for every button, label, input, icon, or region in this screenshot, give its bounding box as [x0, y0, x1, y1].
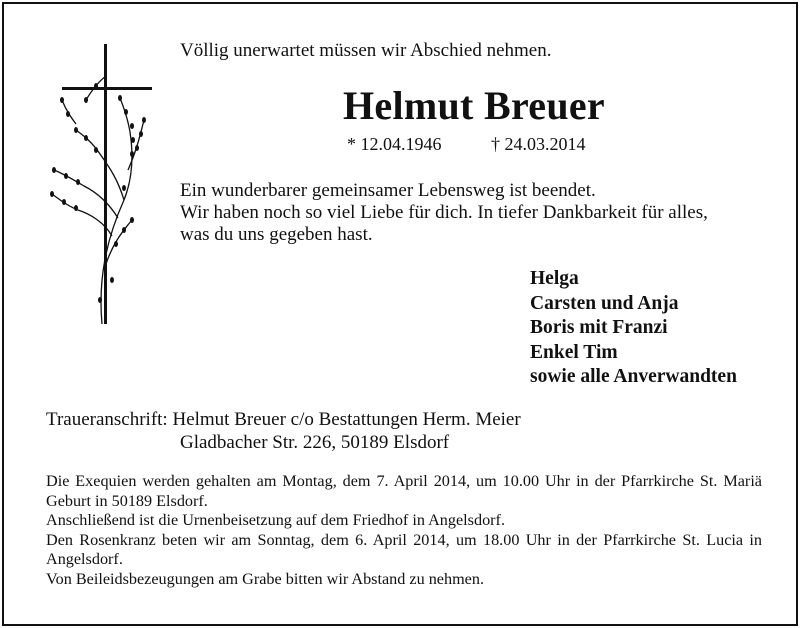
obituary-frame: [2, 2, 798, 626]
tribute-line: Wir haben noch so viel Liebe für dich. In tiefer Dankbarkeit für alles,: [180, 202, 708, 223]
family-member: Boris mit Franzi: [530, 317, 668, 338]
service-details: [46, 472, 762, 589]
address-label: Traueranschrift:: [46, 409, 168, 430]
tribute-line: was du uns gegeben hast.: [180, 224, 373, 245]
details-paragraph: Von Beileidsbezeugungen am Grabe bitten wir Abstand zu nehmen.: [46, 569, 485, 588]
family-member: sowie alle Anverwandten: [530, 366, 737, 387]
mourning-address: [46, 409, 521, 430]
family-member: Helga: [530, 268, 579, 289]
details-paragraph: Den Rosenkranz beten wir am Sonntag, dem 6. April 2014, um 18.00 Uhr in der Pfarrkirche St. Lucia in Angelsdorf.: [46, 530, 762, 568]
family-member: Carsten und Anja: [530, 292, 679, 314]
family-list: [530, 267, 737, 390]
tribute-text: [180, 180, 708, 246]
birth-date: * 12.04.1946: [347, 134, 442, 154]
address-line-2: Gladbacher Str. 226, 50189 Elsdorf: [180, 432, 450, 453]
intro-text: Völlig unerwartet müssen wir Abschied nehmen.: [180, 40, 552, 61]
address-line-1: Helmut Breuer c/o Bestattungen Herm. Meier: [172, 409, 521, 430]
details-paragraph: Anschließend ist die Urnenbeisetzung auf dem Friedhof in Angelsdorf.: [46, 511, 505, 529]
deceased-name: Helmut Breuer: [343, 83, 605, 128]
details-paragraph: Die Exequien werden gehalten am Montag, dem 7. April 2014, um 10.00 Uhr in der Pfarrkirche St. Mariä Geburt in 50189 Elsdorf.: [46, 472, 762, 510]
death-date: † 24.03.2014: [491, 134, 586, 154]
family-member: Enkel Tim: [530, 341, 618, 363]
tribute-line: Ein wunderbarer gemeinsamer Lebensweg ist beendet.: [180, 180, 596, 201]
